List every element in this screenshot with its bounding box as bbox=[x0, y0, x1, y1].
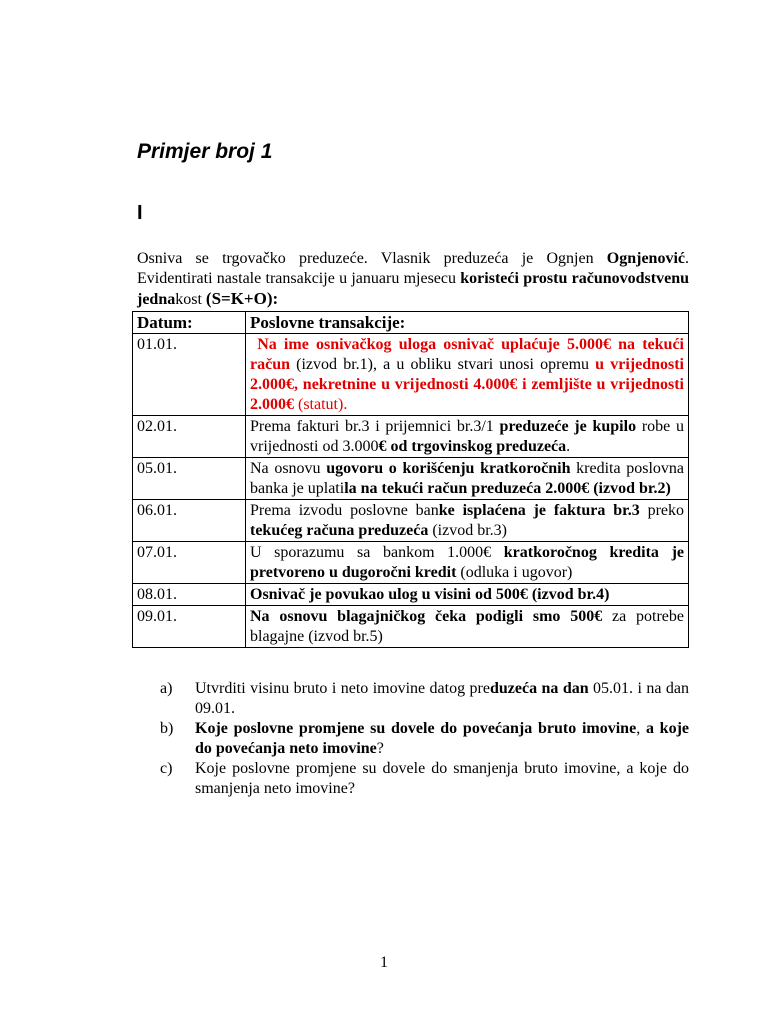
tx-text: u vrijednosti 2.000€, nekretnine u vrijednosti 4.000€ i zemljište u vrijednosti 2.000€ bbox=[250, 356, 685, 413]
list-item bbox=[160, 679, 689, 719]
row-transaction bbox=[246, 500, 689, 542]
list-item bbox=[160, 759, 689, 799]
questions-list bbox=[160, 679, 689, 799]
tx-text: (izvod br.3) bbox=[428, 522, 507, 539]
tx-text: Osnivač je povukao ulog u visini od 500€ (izvod br.4) bbox=[250, 586, 610, 603]
intro-owner-name: Ognjenović bbox=[606, 250, 685, 267]
tx-text: U sporazumu sa bankom 1.000€ bbox=[250, 544, 504, 561]
intro-text-2: . Evidentirati nastale transakcije u januaru mjesecu bbox=[137, 250, 689, 287]
table-row bbox=[133, 606, 689, 648]
table-row bbox=[133, 584, 689, 606]
table-row bbox=[133, 458, 689, 500]
row-transaction bbox=[246, 606, 689, 648]
row-date: 01.01. bbox=[133, 334, 246, 416]
question-text: ? bbox=[376, 740, 384, 757]
row-transaction bbox=[246, 542, 689, 584]
table-row bbox=[133, 334, 689, 416]
row-transaction bbox=[246, 458, 689, 500]
row-date: 06.01. bbox=[133, 500, 246, 542]
intro-equation: (S=K+O): bbox=[205, 289, 279, 308]
tx-text: . bbox=[566, 438, 571, 455]
tx-text: (odluka i ugovor) bbox=[456, 564, 573, 581]
tx-text: ugovoru o korišćenju kratkoročnih bbox=[326, 460, 571, 477]
row-date: 05.01. bbox=[133, 458, 246, 500]
tx-text: robe u vrijednosti od 3.000 bbox=[250, 418, 685, 455]
tx-text: kratkoročnog kredita je pretvoreno u dugoročni kredit bbox=[250, 544, 684, 581]
section-heading: I bbox=[137, 202, 143, 224]
table-row bbox=[133, 416, 689, 458]
row-date: 02.01. bbox=[133, 416, 246, 458]
tx-text: ke isplaćena je faktura br.3 bbox=[438, 502, 640, 519]
row-date: 07.01. bbox=[133, 542, 246, 584]
tx-text: tekućeg računa preduzeća bbox=[250, 522, 429, 539]
row-transaction bbox=[246, 334, 689, 416]
tx-text: Na ime osnivačkog uloga osnivač uplaćuje 5.000€ na tekući račun bbox=[250, 336, 685, 373]
intro-text-5: kost bbox=[175, 291, 206, 308]
question-text: 05.01. i na dan 09.01. bbox=[195, 680, 689, 717]
page-title: Primjer broj 1 bbox=[137, 140, 273, 163]
tx-text: za potrebe blagajne (izvod br.5) bbox=[250, 608, 684, 645]
question-text: a koje do povećanja neto imovine bbox=[195, 720, 690, 757]
intro-text-1: Osniva se trgovačko preduzeće. Vlasnik preduzeća je Ognjen bbox=[137, 250, 607, 267]
tx-text: Na osnovu bbox=[250, 460, 327, 477]
tx-text: la na tekući račun preduzeća bbox=[344, 480, 542, 497]
intro-paragraph bbox=[137, 249, 689, 310]
table-row bbox=[133, 500, 689, 542]
row-transaction bbox=[246, 584, 689, 606]
table-header-row bbox=[133, 312, 689, 334]
header-date: Datum: bbox=[133, 312, 246, 334]
question-text: Koje poslovne promjene su dovele do povećanja bruto imovine bbox=[195, 720, 637, 737]
row-transaction bbox=[246, 416, 689, 458]
row-date: 08.01. bbox=[133, 584, 246, 606]
row-date: 09.01. bbox=[133, 606, 246, 648]
list-item bbox=[160, 719, 689, 759]
transactions-table bbox=[132, 311, 689, 648]
question-label: c) bbox=[160, 760, 173, 777]
page-number: 1 bbox=[380, 954, 388, 971]
tx-text: preko bbox=[639, 502, 684, 519]
intro-text-4: prostu računovodstvenu jedna bbox=[137, 270, 690, 308]
header-transactions: Poslovne transakcije: bbox=[246, 312, 689, 334]
intro-text-3: koristeći bbox=[460, 270, 519, 287]
table-row bbox=[133, 542, 689, 584]
tx-text: Prema fakturi br.3 i prijemnici br.3/1 bbox=[250, 418, 500, 435]
tx-text: (izvod br.1), a u obliku stvari unosi opremu bbox=[290, 356, 596, 373]
tx-text: preduzeće je kupilo bbox=[499, 418, 637, 435]
question-label: b) bbox=[160, 720, 174, 737]
tx-text: kredita poslovna banka je uplati bbox=[250, 460, 685, 497]
question-text: duzeća na dan bbox=[489, 680, 589, 697]
tx-text: Na osnovu blagajničkog čeka podigli smo 500€ bbox=[250, 608, 603, 625]
tx-text: Prema izvodu poslovne ban bbox=[250, 502, 439, 519]
question-text: Koje poslovne promjene su dovele do smanjenja bruto imovine, a koje do smanjenja neto imovine? bbox=[195, 760, 689, 797]
tx-text: (statut). bbox=[294, 396, 348, 413]
question-label: a) bbox=[160, 680, 173, 697]
tx-text: 2.000€ (izvod br.2) bbox=[541, 480, 671, 497]
question-text: , bbox=[636, 720, 646, 737]
tx-text: € od trgovinskog preduzeća bbox=[378, 438, 567, 455]
question-text: Utvrditi visinu bruto i neto imovine datog pre bbox=[195, 680, 490, 697]
